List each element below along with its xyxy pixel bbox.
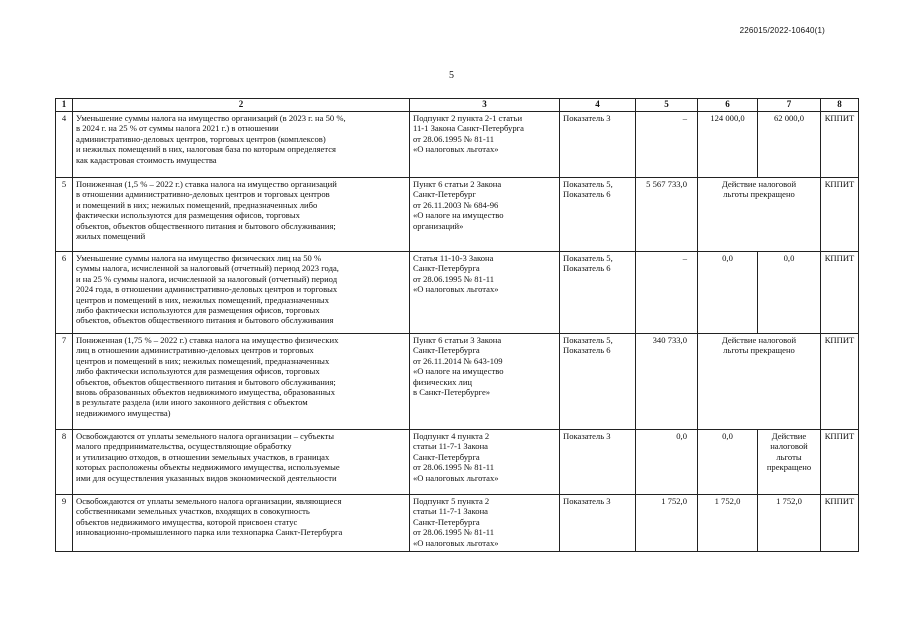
text-line: административно-деловых центров, торговых центров (комплексов): [76, 133, 326, 144]
text-line: от 28.06.1995 № 81-11: [413, 273, 494, 284]
legal-basis-cell: [410, 430, 560, 495]
text-line: центров и помещений в них, нежилых помещений, предназначенных: [76, 294, 329, 305]
document-number: 226015/2022-10640(1): [739, 26, 825, 35]
indicator-cell: [560, 252, 636, 334]
text-line: Санкт-Петербурга: [413, 345, 480, 356]
text-line: от 28.06.1995 № 81-11: [413, 133, 494, 144]
column-header: 4: [560, 99, 636, 112]
text-line: малого предпринимательства, осуществляющие обработку: [76, 441, 292, 452]
column-header: 6: [698, 99, 758, 112]
text-line: объектов, объектов общественного питания и бытового обслуживания;: [76, 376, 336, 387]
text-line: и на 25 % суммы налога, исчисленной за налоговый (отчетный) период: [76, 273, 338, 284]
value-col7-cell: 1 752,0: [758, 495, 821, 552]
legal-basis-cell: [410, 178, 560, 252]
text-line: Действие: [771, 431, 807, 441]
text-line: 2024 года, в отношении административно-деловых центров и торговых: [76, 284, 338, 295]
text-line: Санкт-Петербург: [413, 189, 476, 200]
text-line: либо фактически используются для размещения офисов, торговых: [76, 305, 320, 316]
text-line: Показатель 5,: [563, 179, 613, 189]
column-header: 7: [758, 99, 821, 112]
text-line: льготы: [776, 451, 802, 462]
text-line: Статья 11-10-3 Закона: [413, 253, 494, 263]
row-number-cell: 6: [56, 252, 73, 334]
value-col6-cell: 0,0: [698, 252, 758, 334]
column-header: 5: [636, 99, 698, 112]
text-line: «О налоговых льготах»: [413, 144, 499, 155]
text-line: «О налоговых льготах»: [413, 472, 499, 483]
text-line: «О налоге на имущество: [413, 366, 504, 377]
row-number-cell: 5: [56, 178, 73, 252]
text-line: Показатель 5,: [563, 253, 613, 263]
text-line: в результате раздела (или иного законного действия с объектом: [76, 397, 308, 408]
description-cell: [73, 334, 410, 430]
text-line: либо фактически используются для размещения офисов, торговых: [76, 366, 320, 377]
description-cell: [73, 112, 410, 178]
legal-basis-cell: [410, 252, 560, 334]
text-line: которых расположены объекты недвижимого имущества, используемые: [76, 462, 340, 473]
table-row: [56, 495, 859, 552]
indicator-cell: [560, 430, 636, 495]
column-header: 1: [56, 99, 73, 112]
text-line: Уменьшение суммы налога на имущество физических лиц на 50 %: [76, 253, 322, 263]
code-cell: КППИТ: [821, 334, 859, 430]
text-line: объектов, объектов общественного питания и бытового обслуживания;: [76, 220, 336, 231]
text-line: и нежилых помещений в них, налоговая база по которым определяется: [76, 144, 336, 155]
value-col7-cell: 62 000,0: [758, 112, 821, 178]
legal-basis-cell: [410, 334, 560, 430]
text-line: ими для осуществления указанных видов экономической деятельности: [76, 472, 337, 483]
text-line: инновационно-промышленного парка или технопарка Санкт-Петербурга: [76, 527, 343, 538]
indicator-cell: [560, 495, 636, 552]
text-line: льготы прекращено: [723, 189, 795, 200]
text-line: Действие налоговой: [721, 335, 797, 345]
text-line: Уменьшение суммы налога на имущество организаций (в 2023 г. на 50 %,: [76, 113, 346, 123]
text-line: Показатель 6: [563, 263, 611, 274]
text-line: жилых помещений: [76, 231, 146, 242]
text-line: собственниками земельных участков, входящих в совокупность: [76, 506, 310, 517]
code-cell: КППИТ: [821, 178, 859, 252]
text-line: Пониженная (1,5 % – 2022 г.) ставка налога на имущество организаций: [76, 179, 337, 189]
text-line: Показатель 3: [563, 431, 611, 441]
text-line: фактически используются для размещения офисов, торговых: [76, 210, 300, 221]
header-row: [56, 99, 859, 112]
code-cell: КППИТ: [821, 112, 859, 178]
code-cell: КППИТ: [821, 252, 859, 334]
indicator-cell: [560, 334, 636, 430]
text-line: объектов, объектов общественного питания и бытового обслуживания: [76, 315, 334, 326]
text-line: Санкт-Петербурга: [413, 263, 480, 274]
text-line: «О налоге на имущество: [413, 210, 504, 221]
text-line: Пониженная (1,75 % – 2022 г.) ставка налога на имущество физических: [76, 335, 339, 345]
text-line: объектов недвижимого имущества, которой присвоен статус: [76, 516, 298, 527]
text-line: Подпункт 2 пункта 2-1 статьи: [413, 113, 523, 123]
value-col7-cell: 0,0: [758, 252, 821, 334]
code-cell: КППИТ: [821, 430, 859, 495]
text-line: Показатель 6: [563, 189, 611, 200]
value-col5-cell: 1 752,0: [636, 495, 698, 552]
text-line: как кадастровая стоимость имущества: [76, 154, 217, 165]
text-line: налоговой: [770, 441, 808, 452]
value-col6-cell: 1 752,0: [698, 495, 758, 552]
value-col5-cell: –: [636, 112, 698, 178]
text-line: центров и помещений в них; нежилых помещений, предназначенных: [76, 355, 330, 366]
text-line: Пункт 6 статьи 2 Закона: [413, 179, 502, 189]
text-line: льготы прекращено: [723, 345, 795, 356]
text-line: от 28.06.1995 № 81-11: [413, 527, 494, 538]
text-line: Показатель 3: [563, 496, 611, 506]
indicator-cell: [560, 178, 636, 252]
text-line: статьи 11-7-1 Закона: [413, 441, 488, 452]
indicator-cell: [560, 112, 636, 178]
text-line: статьи 11-7-1 Закона: [413, 506, 488, 517]
benefit-terminated-cell: [698, 178, 821, 252]
value-col5-cell: –: [636, 252, 698, 334]
text-line: от 26.11.2014 № 643-109: [413, 355, 503, 366]
table-row: [56, 430, 859, 495]
description-cell: [73, 178, 410, 252]
text-line: Освобождаются от уплаты земельного налога организации, являющиеся: [76, 496, 342, 506]
column-header: 3: [410, 99, 560, 112]
text-line: Показатель 6: [563, 345, 611, 356]
column-header: 2: [73, 99, 410, 112]
code-cell: КППИТ: [821, 495, 859, 552]
column-header: 8: [821, 99, 859, 112]
text-line: прекращено: [766, 462, 812, 473]
value-col5-cell: 0,0: [636, 430, 698, 495]
legal-basis-cell: [410, 112, 560, 178]
text-line: организаций»: [413, 220, 464, 231]
value-col6-cell: 124 000,0: [698, 112, 758, 178]
text-line: Действие налоговой: [721, 179, 797, 189]
text-line: Пункт 6 статьи 3 Закона: [413, 335, 502, 345]
text-line: физических лиц: [413, 376, 473, 387]
row-number-cell: 7: [56, 334, 73, 430]
row-number-cell: 8: [56, 430, 73, 495]
row-number-cell: 4: [56, 112, 73, 178]
page-number: 5: [449, 70, 454, 81]
text-line: «О налоговых льготах»: [413, 284, 499, 295]
value-col5-cell: 5 567 733,0: [636, 178, 698, 252]
text-line: от 28.06.1995 № 81-11: [413, 462, 494, 473]
row-number-cell: 9: [56, 495, 73, 552]
value-col5-cell: 340 733,0: [636, 334, 698, 430]
text-line: Санкт-Петербурга: [413, 516, 480, 527]
value-col6-cell: 0,0: [698, 430, 758, 495]
text-line: от 26.11.2003 № 684-96: [413, 199, 499, 210]
text-line: Показатель 3: [563, 113, 611, 123]
text-line: в отношении административно-деловых центров и торговых центров: [76, 189, 330, 200]
value-col7-cell: [758, 430, 821, 495]
table-row: [56, 252, 859, 334]
text-line: Показатель 5,: [563, 335, 613, 345]
text-line: в 2024 г. на 25 % от суммы налога 2021 г.) в отношении: [76, 123, 279, 134]
text-line: вновь образованных объектов недвижимого имущества, образованных: [76, 387, 336, 398]
text-line: и помещений в них; нежилых помещений, предназначенных либо: [76, 199, 318, 210]
text-line: недвижимого имущества): [76, 407, 171, 418]
text-line: суммы налога, исчисленной за налоговый (отчетный) период 2023 года,: [76, 263, 339, 274]
text-line: «О налоговых льготах»: [413, 537, 499, 548]
table-row: [56, 178, 859, 252]
text-line: лиц в отношении административно-деловых центров и торговых: [76, 345, 314, 356]
description-cell: [73, 252, 410, 334]
text-line: Подпункт 5 пункта 2: [413, 496, 490, 506]
legal-basis-cell: [410, 495, 560, 552]
text-line: Освобождаются от уплаты земельного налога организации – субъекты: [76, 431, 335, 441]
text-line: в Санкт-Петербурге»: [413, 387, 491, 398]
text-line: и утилизацию отходов, в отношении земельных участков, в границах: [76, 451, 330, 462]
description-cell: [73, 495, 410, 552]
text-line: Подпункт 4 пункта 2: [413, 431, 490, 441]
text-line: Санкт-Петербурга: [413, 451, 480, 462]
benefit-terminated-cell: [698, 334, 821, 430]
text-line: 11-1 Закона Санкт-Петербурга: [413, 123, 524, 134]
table-row: [56, 334, 859, 430]
description-cell: [73, 430, 410, 495]
tax-benefits-table: [55, 98, 859, 552]
table-row: [56, 112, 859, 178]
